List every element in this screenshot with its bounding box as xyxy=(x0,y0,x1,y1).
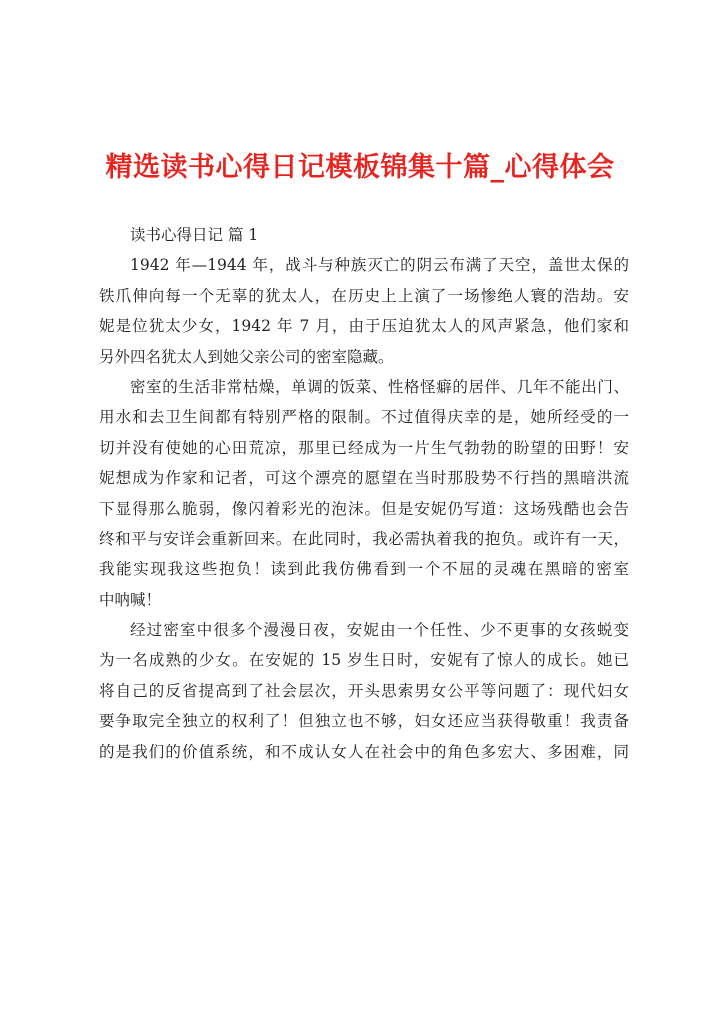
paragraph-line: 铁爪伸向每一个无辜的犹太人，在历史上上演了一场惨绝人寰的浩劫。安 xyxy=(99,286,629,305)
paragraph-line: 为一名成熟的少女。在安妮的 15 岁生日时，安妮有了惊人的成长。她已 xyxy=(99,651,629,670)
paragraph-line: 的是我们的价值系统，和不成认女人在社会中的角色多宏大、多困难，同 xyxy=(99,742,629,761)
paragraph-line: 经过密室中很多个漫漫日夜，安妮由一个任性、少不更事的女孩蜕变 xyxy=(130,621,629,640)
paragraph-line: 中呐喊！ xyxy=(99,590,162,609)
paragraph-3 xyxy=(99,615,629,767)
section-heading: 读书心得日记 篇 1 xyxy=(130,226,259,244)
paragraph-2 xyxy=(99,372,629,615)
paragraph-line: 妮想成为作家和记者，可这个漂亮的愿望在当时那股势不行挡的黑暗洪流 xyxy=(99,469,629,488)
paragraph-line: 下显得那么脆弱，像闪着彩光的泡沫。但是安妮仍写道：这场残酷也会告 xyxy=(99,499,629,518)
paragraph-line: 切并没有使她的心田荒凉，那里已经成为一片生气勃勃的盼望的田野！安 xyxy=(99,438,629,457)
document-title: 精选读书心得日记模板锦集十篇_心得体会 xyxy=(105,152,615,183)
paragraph-line: 终和平与安详会重新回来。在此同时，我必需执着我的抱负。或许有一天， xyxy=(99,529,629,548)
paragraph-line: 用水和去卫生间都有特别严格的限制。不过值得庆幸的是，她所经受的一 xyxy=(99,408,629,427)
paragraph-1 xyxy=(99,250,629,372)
paragraph-line: 妮是位犹太少女，1942 年 7 月，由于压迫犹太人的风声紧急，他们家和 xyxy=(99,317,629,336)
paragraph-line: 要争取完全独立的权利了！但独立也不够，妇女还应当获得敬重！我责备 xyxy=(99,712,629,731)
paragraph-line: 1942 年—1944 年，战斗与种族灭亡的阴云布满了天空，盖世太保的 xyxy=(130,256,629,275)
paragraph-line: 另外四名犹太人到她父亲公司的密室隐藏。 xyxy=(99,347,394,366)
paragraph-line: 我能实现我这些抱负！读到此我仿佛看到一个不屈的灵魂在黑暗的密室 xyxy=(99,560,629,579)
paragraph-line: 将自己的反省提高到了社会层次，开头思索男女公平等问题了：现代妇女 xyxy=(99,681,629,700)
paragraph-line: 密室的生活非常枯燥，单调的饭菜、性格怪癖的居伴、几年不能出门、 xyxy=(130,377,629,396)
document-body xyxy=(99,220,629,767)
